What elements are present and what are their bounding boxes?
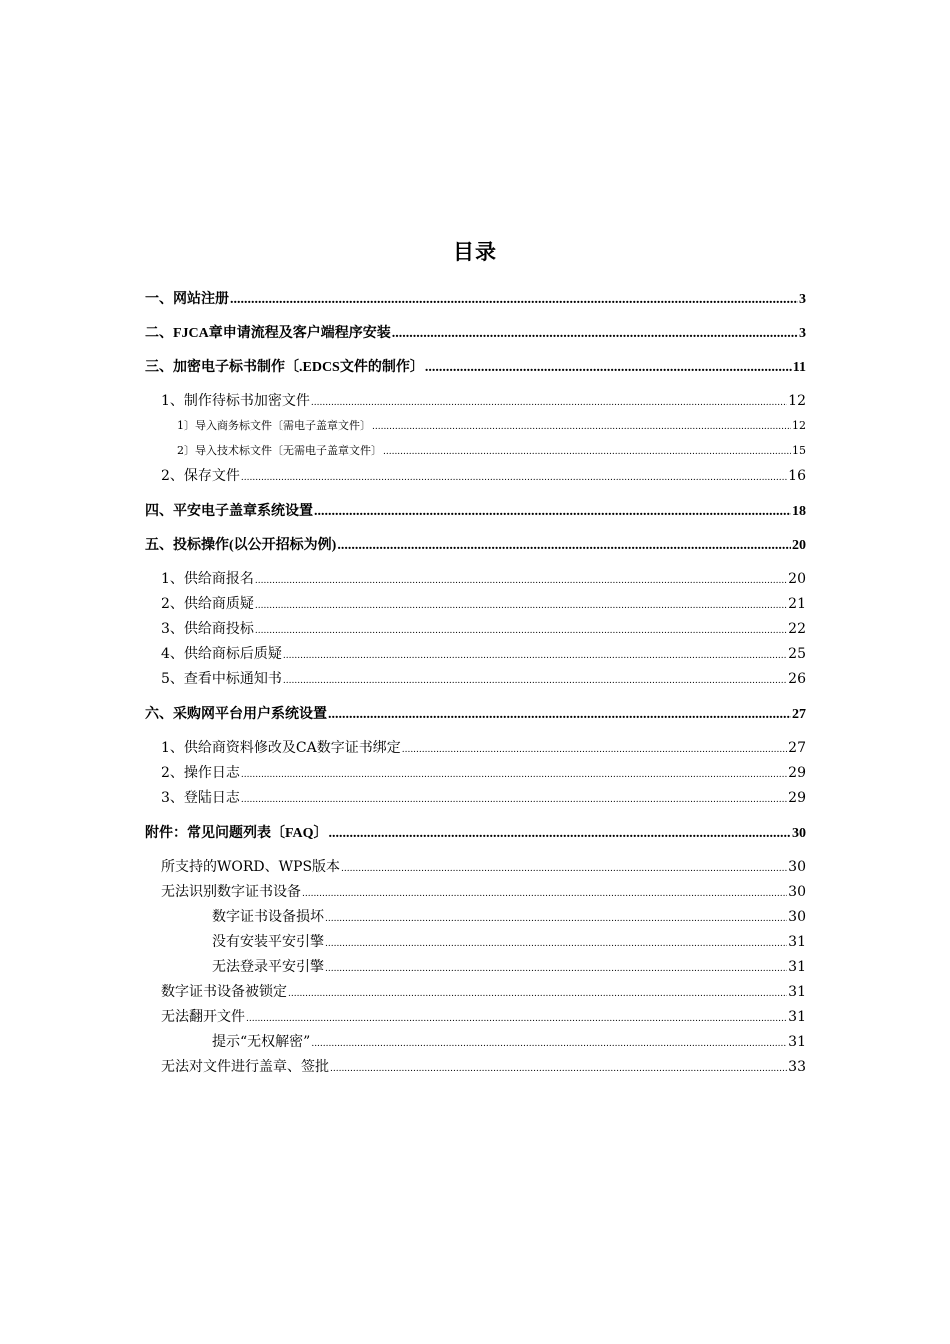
- toc-entry-label: 五、投标操作(以公开招标为例): [145, 538, 337, 553]
- toc-entry-label: 提示“无权解密”: [212, 1034, 311, 1050]
- toc-entry-label: 1、供给商资料修改及CA数字证书绑定: [161, 740, 401, 756]
- toc-entry-make-encrypted-file[interactable]: [161, 390, 806, 410]
- toc-entry-label: 2〕导入技术标文件〔无需电子盖章文件〕: [177, 444, 382, 457]
- leader-dots: [288, 984, 787, 1000]
- toc-page-number: 31: [788, 959, 806, 975]
- toc-page-number: 29: [788, 790, 806, 806]
- toc-entry-label: 4、供给商标后质疑: [161, 646, 282, 662]
- toc-page-number: 12: [788, 393, 806, 409]
- toc-page-number: 30: [788, 859, 806, 875]
- toc-entry-label: 1、供给商报名: [161, 571, 254, 587]
- leader-dots: [255, 571, 787, 587]
- toc-entry-label: 1〕导入商务标文件〔需电子盖章文件〕: [177, 419, 371, 432]
- toc-entry-supplier-registration[interactable]: [161, 568, 806, 588]
- toc-page-number: 25: [788, 646, 806, 662]
- leader-dots: [246, 1009, 787, 1025]
- toc-entry-label: 2、操作日志: [161, 765, 240, 781]
- toc-entry-import-technical-bid[interactable]: [177, 442, 806, 458]
- toc-entry-engine-not-installed[interactable]: [212, 931, 806, 951]
- toc-entry-label: 无法对文件进行盖章、签批: [161, 1059, 329, 1075]
- toc-entry-supplier-bid[interactable]: [161, 618, 806, 638]
- toc-entry-label: 无法翻开文件: [161, 1009, 245, 1025]
- toc-entry-label: 一、网站注册: [145, 292, 229, 307]
- page-title: 目录: [453, 240, 497, 264]
- toc-entry-cannot-open-file[interactable]: [161, 1006, 806, 1026]
- toc-page-number: 12: [792, 419, 806, 432]
- toc-page-number: 18: [792, 504, 806, 519]
- toc-page-number: 31: [788, 984, 806, 1000]
- toc-page-number: 27: [788, 740, 806, 756]
- toc-entry-label: 2、供给商质疑: [161, 596, 254, 612]
- toc-entry-label: 所支持的WORD、WPS版本: [161, 859, 341, 875]
- toc-entry-engine-login-failed[interactable]: [212, 956, 806, 976]
- leader-dots: [383, 444, 791, 457]
- toc-entry-user-system-settings[interactable]: [145, 703, 806, 723]
- toc-entry-supplier-info-ca-binding[interactable]: [161, 737, 806, 757]
- toc-entry-encrypted-bid[interactable]: [145, 356, 806, 376]
- toc-page-number: 30: [792, 826, 806, 841]
- toc-page-number: 26: [788, 671, 806, 687]
- toc-entry-label: 3、供给商投标: [161, 621, 254, 637]
- toc-entry-label: 2、保存文件: [161, 468, 240, 484]
- toc-entry-label: 四、平安电子盖章系统设置: [145, 504, 313, 519]
- leader-dots: [241, 790, 787, 806]
- toc-entry-supported-versions[interactable]: [161, 856, 806, 876]
- toc-page-number: 33: [788, 1059, 806, 1075]
- leader-dots: [311, 393, 787, 409]
- leader-dots: [325, 959, 787, 975]
- toc-entry-cannot-stamp-sign[interactable]: [161, 1056, 806, 1076]
- toc-page-number: 16: [788, 468, 806, 484]
- toc-entry-cert-device-damaged[interactable]: [212, 906, 806, 926]
- toc-entry-bidding-operation[interactable]: [145, 534, 806, 554]
- toc-entry-label: 二、FJCA章申请流程及客户端程序安装: [145, 326, 391, 341]
- toc-entry-supplier-query[interactable]: [161, 593, 806, 613]
- leader-dots: [392, 326, 798, 342]
- leader-dots: [230, 292, 798, 308]
- toc-page-number: 31: [788, 1009, 806, 1025]
- toc-page-number: 20: [792, 538, 806, 553]
- toc-entry-label: 附件：常见问题列表〔FAQ〕: [145, 826, 328, 841]
- leader-dots: [255, 596, 787, 612]
- toc-page-number: 3: [799, 292, 806, 307]
- toc-entry-stamp-system-settings[interactable]: [145, 500, 806, 520]
- toc-entry-label: 1、制作待标书加密文件: [161, 393, 310, 409]
- leader-dots: [241, 765, 787, 781]
- leader-dots: [425, 360, 792, 376]
- toc-entry-login-log[interactable]: [161, 787, 806, 807]
- toc-entry-label: 没有安装平安引擎: [212, 934, 324, 950]
- toc-page-number: 15: [792, 444, 806, 457]
- toc-page-number: 29: [788, 765, 806, 781]
- toc-page-number: 30: [788, 884, 806, 900]
- toc-entry-cert-device-unrecognized[interactable]: [161, 881, 806, 901]
- leader-dots: [325, 909, 787, 925]
- toc-entry-website-registration[interactable]: [145, 288, 806, 308]
- toc-page-number: 21: [788, 596, 806, 612]
- toc-entry-label: 5、查看中标通知书: [161, 671, 282, 687]
- toc-page-number: 3: [799, 326, 806, 341]
- leader-dots: [402, 740, 787, 756]
- leader-dots: [241, 468, 787, 484]
- toc-entry-faq[interactable]: [145, 822, 806, 842]
- toc-entry-award-notice[interactable]: [161, 668, 806, 688]
- leader-dots: [255, 621, 787, 637]
- toc-entry-cert-device-locked[interactable]: [161, 981, 806, 1001]
- toc-page-number: 22: [788, 621, 806, 637]
- toc-entry-label: 三、加密电子标书制作〔.EDCS文件的制作〕: [145, 360, 424, 375]
- leader-dots: [341, 859, 787, 875]
- toc-page-number: 31: [788, 934, 806, 950]
- toc-entry-operation-log[interactable]: [161, 762, 806, 782]
- toc-entry-label: 数字证书设备被锁定: [161, 984, 287, 1000]
- leader-dots: [372, 419, 791, 432]
- toc-entry-label: 六、采购网平台用户系统设置: [145, 707, 327, 722]
- toc-entry-fjca-application[interactable]: [145, 322, 806, 342]
- toc-entry-no-decrypt-permission[interactable]: [212, 1031, 806, 1051]
- toc-page-number: 27: [792, 707, 806, 722]
- leader-dots: [283, 646, 787, 662]
- toc-page-number: 30: [788, 909, 806, 925]
- toc-page-number: 11: [792, 360, 806, 375]
- leader-dots: [328, 707, 791, 723]
- toc-entry-label: 无法识别数字证书设备: [161, 884, 301, 900]
- toc-page-number: 31: [788, 1034, 806, 1050]
- toc-entry-label: 数字证书设备损坏: [212, 909, 324, 925]
- toc-entry-label: 3、登陆日志: [161, 790, 240, 806]
- leader-dots: [311, 1034, 787, 1050]
- toc-entry-label: 无法登录平安引擎: [212, 959, 324, 975]
- toc-page-number: 20: [788, 571, 806, 587]
- leader-dots: [325, 934, 787, 950]
- leader-dots: [337, 538, 791, 554]
- leader-dots: [283, 671, 787, 687]
- toc-entry-save-file[interactable]: [161, 465, 806, 485]
- toc-entry-post-bid-query[interactable]: [161, 643, 806, 663]
- leader-dots: [302, 884, 787, 900]
- leader-dots: [330, 1059, 787, 1075]
- toc-entry-import-business-bid[interactable]: [177, 417, 806, 433]
- leader-dots: [314, 504, 791, 520]
- leader-dots: [329, 826, 791, 842]
